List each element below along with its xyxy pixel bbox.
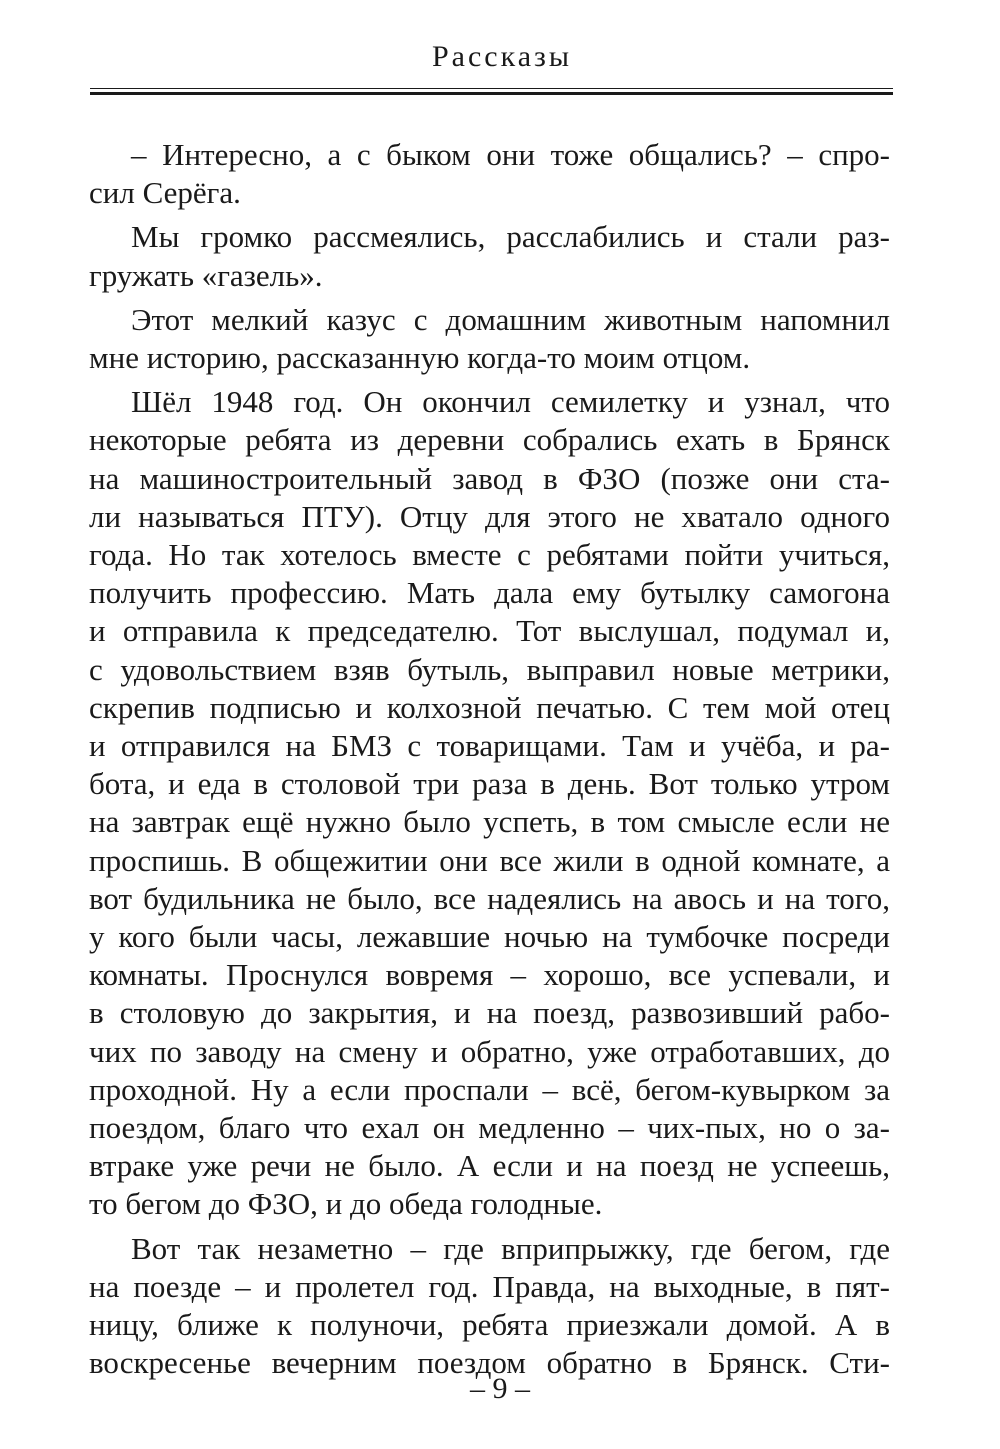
text-line: ницу, ближе к полуночи, ребята приезжали домой. А в [89,1307,890,1343]
text-line: на поезде – и пролетел год. Правда, на выходные, в пят- [89,1268,890,1304]
text-line: комнаты. Проснулся вовремя – хорошо, все успевали, и [89,957,890,993]
body-text [89,136,890,1389]
paragraph-5 [89,1230,890,1383]
text-line: чих по заводу на смену и обратно, уже отработавших, до [89,1033,890,1069]
text-line: сил Серёга. [89,175,241,211]
text-line: проходной. Ну а если проспали – всё, бегом-кувырком за [89,1071,890,1107]
text-line: у кого были часы, лежавшие ночью на тумбочке посреди [89,919,890,955]
paragraph-1 [89,136,890,212]
text-line: Мы громко рассмеялись, расслабились и стали раз- [131,219,890,255]
paragraph-2 [89,218,890,294]
paragraph-3 [89,301,890,377]
text-line: Этот мелкий казус с домашним животным напомнил [131,301,890,337]
text-line: с удовольствием взяв бутыль, выправил новые метрики, [89,651,890,687]
text-line: Вот так незаметно – где вприпрыжку, где бегом, где [131,1230,890,1266]
text-line: и отправила к председателю. Тот выслушал, подумал и, [89,613,890,649]
running-head: Рассказы [431,40,573,73]
text-line: на машиностроительный завод в ФЗО (позже они ста- [89,460,890,496]
text-line: мне историю, рассказанную когда-то моим отцом. [89,340,751,376]
text-line: Шёл 1948 год. Он окончил семилетку и узнал, что [131,384,890,420]
text-line: в столовую до закрытия, и на поезд, развозивший рабо- [89,995,890,1031]
header-rule-thin [90,88,893,89]
text-line: бота, и еда в столовой три раза в день. Вот только утром [89,766,890,802]
text-line: втраке уже речи не было. А если и на поезд не успеешь, [89,1148,890,1184]
text-line: то бегом до ФЗО, и до обеда голодные. [89,1186,603,1222]
page-header [0,40,1000,74]
text-line: года. Но так хотелось вместе с ребятами пойти учиться, [89,537,890,573]
text-line: и отправился на БМЗ с товарищами. Там и учёба, и ра- [89,728,890,764]
text-line: воскресенье вечерним поездом обратно в Брянск. Сти- [89,1345,890,1381]
header-rule-thick [90,92,893,95]
text-line: поездом, благо что ехал он медленно – чих-пых, но о за- [89,1110,890,1146]
text-line: проспишь. В общежитии они все жили в одной комнате, а [89,842,890,878]
paragraph-4 [89,383,890,1223]
text-line: некоторые ребята из деревни собрались ехать в Брянск [89,422,890,458]
text-line: гружать «газель». [89,257,323,293]
text-line: – Интересно, а с быком они тоже общались? – спро- [131,137,890,172]
text-line: скрепив подписью и колхозной печатью. С тем мой отец [89,689,890,725]
text-line: на завтрак ещё нужно было успеть, в том смысле если не [89,804,890,840]
page-number: – 9 – [470,1372,530,1405]
text-line: ли называться ПТУ). Отцу для этого не хватало одного [89,498,890,534]
text-line: получить профессию. Мать дала ему бутылку самогона [89,575,890,611]
text-line: вот будильника не было, все надеялись на авось и на того, [89,880,890,916]
